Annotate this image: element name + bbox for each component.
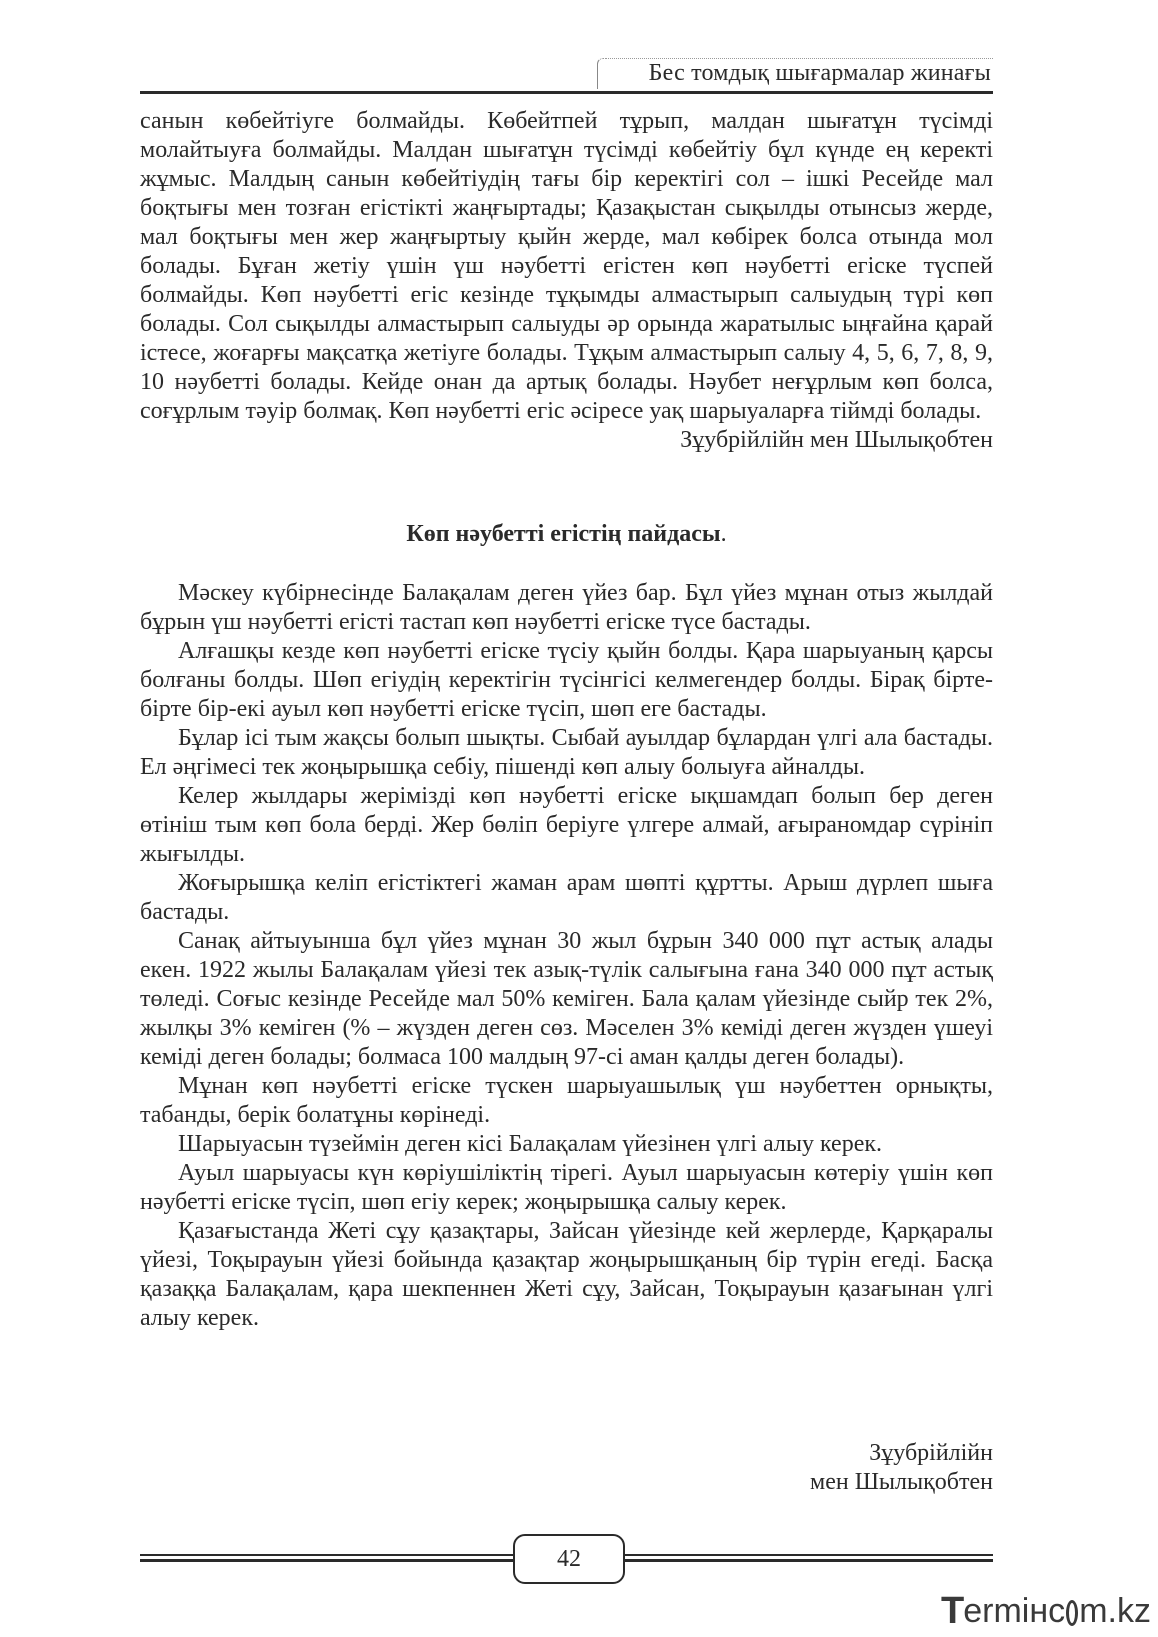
section-title-punct: . xyxy=(720,521,727,547)
footer-rule-right xyxy=(615,1554,993,1556)
body-paragraph: Мұнан көп нәубетті егіске түскен шарыуашылық үш нәубеттен орнықты, табанды, берік болатұны көрінеді. xyxy=(140,1073,993,1128)
footer-rule-right-thick xyxy=(615,1559,993,1562)
footer-rule-left xyxy=(140,1554,518,1556)
watermark-letter: T xyxy=(941,1589,964,1632)
termincom-watermark-logo xyxy=(941,1590,1151,1632)
section-title xyxy=(140,519,993,549)
header-dotted-line xyxy=(605,58,993,59)
header-rule xyxy=(140,91,993,94)
body-paragraph: Мәскеу күбірнесінде Балақалам деген үйез бар. Бұл үйез мұнан отыз жылдай бұрын үш нәубетті егісті тастап көп нәубетті егіске түсе бастады. xyxy=(140,580,993,635)
body-paragraph: Алғашқы кезде көп нәубетті егіске түсіу қыйн болды. Қара шарыуаның қарсы болғаны болды. Шөп егіудің керектігін түсінгісі келмегендер болды. Бірақ бірте-бірте бір-екі ауыл көп нәубетті егіске түсіп, шөп еге бастады. xyxy=(140,638,993,722)
body-paragraph: Санақ айтыуынша бұл үйез мұнан 30 жыл бұрын 340 000 пұт астық алады екен. 1922 жылы Балақалам үйезі тек азық-түлік салығына ғана 340 000 пұт астық төледі. Соғыс кезінде Ресейде мал 50% кеміген. Бала қалам үйезінде сыйр тек 2%, жылқы 3% кеміген (% – жүзден деген сөз. Мәселен 3% кеміді деген жүзден үшеуі кеміді деген болады; болмаса 100 малдың 97-сі аман қалды деген болады). xyxy=(140,928,993,1070)
watermark-domain: m.kz xyxy=(1079,1591,1151,1630)
body-paragraph: Ауыл шарыуасы күн көріушіліктің тірегі. Ауыл шарыуасын көтеріу үшін көп нәубетті егіске түсіп, шөп егіу керек; жоңырышқа салыу керек. xyxy=(140,1160,993,1215)
body-paragraph: Бұлар ісі тым жақсы болып шықты. Сыбай ауылдар бұлардан үлгі ала бастады. Ел әңгімесі тек жоңырышқа себіу, пішенді көп алыу болыуға айналды. xyxy=(140,725,993,780)
continued-text-block xyxy=(140,107,993,455)
header-ornament xyxy=(597,58,606,89)
section-title-text: Көп нәубетті егістің пайдасы xyxy=(406,521,721,547)
book-title: Бес томдық шығармалар жинағы xyxy=(648,60,991,86)
signature-line-2: мен Шылықобтен xyxy=(810,1469,993,1495)
body-paragraph: Жоғырышқа келіп егістіктегі жаман арам шөпті құртты. Арыш дүрлеп шыға бастады. xyxy=(140,870,993,925)
body-paragraph: Келер жылдары жерімізді көп нәубетті егіске ықшамдап болып бер деген өтініш тым көп бола берді. Жер бөліп беріуге үлгере алмай, ағыраномдар сүрініп жығылды. xyxy=(140,783,993,867)
body-paragraph: Шарыуасын түзеймін деген кісі Балақалам үйезінен үлгі алыу керек. xyxy=(178,1131,883,1157)
page-footer xyxy=(140,1528,993,1588)
signature-line-1: Зұубрійлійн xyxy=(869,1440,993,1466)
author-signature xyxy=(140,1439,993,1497)
watermark-text: ermінc xyxy=(963,1591,1066,1630)
article-body xyxy=(140,579,993,1333)
continued-paragraph: санын көбейтіуге болмайды. Көбейтпей тұрып, малдан шығатұн түсімді молайтыуға болмайды. Малдан шығатұн түсімді көбейтіу бұл күнде ең керекті жұмыс. Малдың санын көбейтіудің тағы бір керектігі сол – ішкі Ресейде мал боқтығы мен тозған егістікті жаңғыртады; Қазақыстан сықылды отынсыз жерде, мал боқтығы мен жер жаңғыртыу қыйн жерде, мал көбірек болса отында мол болады. Бұған жетіу үшін үш нәубетті егістен көп нәубетті егіске түспей болмайды. Көп нәубетті егіс кезінде тұқымды алмастырып салыудың түрі көп болады. Сол сықылды алмастырып салыуды әр орында жаратылыс ыңғайна қарай істесе, жоғарғы мақсатқа жетіуге болады. Тұқым алмастырып салыу 4, 5, 6, 7, 8, 9, 10 нәубетті болады. Кейде онан да артық болады. Нәубет неғұрлым көп болса, соғұрлым тәуір болмақ. Көп нәубетті егіс әсіресе уақ шарыуаларға тіймді болады. xyxy=(140,108,993,424)
running-head xyxy=(140,58,993,94)
page-number: 42 xyxy=(513,1534,625,1584)
watermark-ring-icon xyxy=(1066,1600,1078,1626)
footer-rule-left-thick xyxy=(140,1559,518,1562)
body-paragraph: Қазағыстанда Жеті сұу қазақтары, Зайсан үйезінде кей жерлерде, Қарқаралы үйезі, Тоқырауын үйезі бойында қазақтар жоңырышқаның бір түрін егеді. Басқа қазаққа Балақалам, қара шекпеннен Жеті сұу, Зайсан, Тоқырауын қазағынан үлгі алыу керек. xyxy=(140,1218,993,1331)
top-signature: Зұубрійлійн мен Шылықобтен xyxy=(680,427,993,453)
